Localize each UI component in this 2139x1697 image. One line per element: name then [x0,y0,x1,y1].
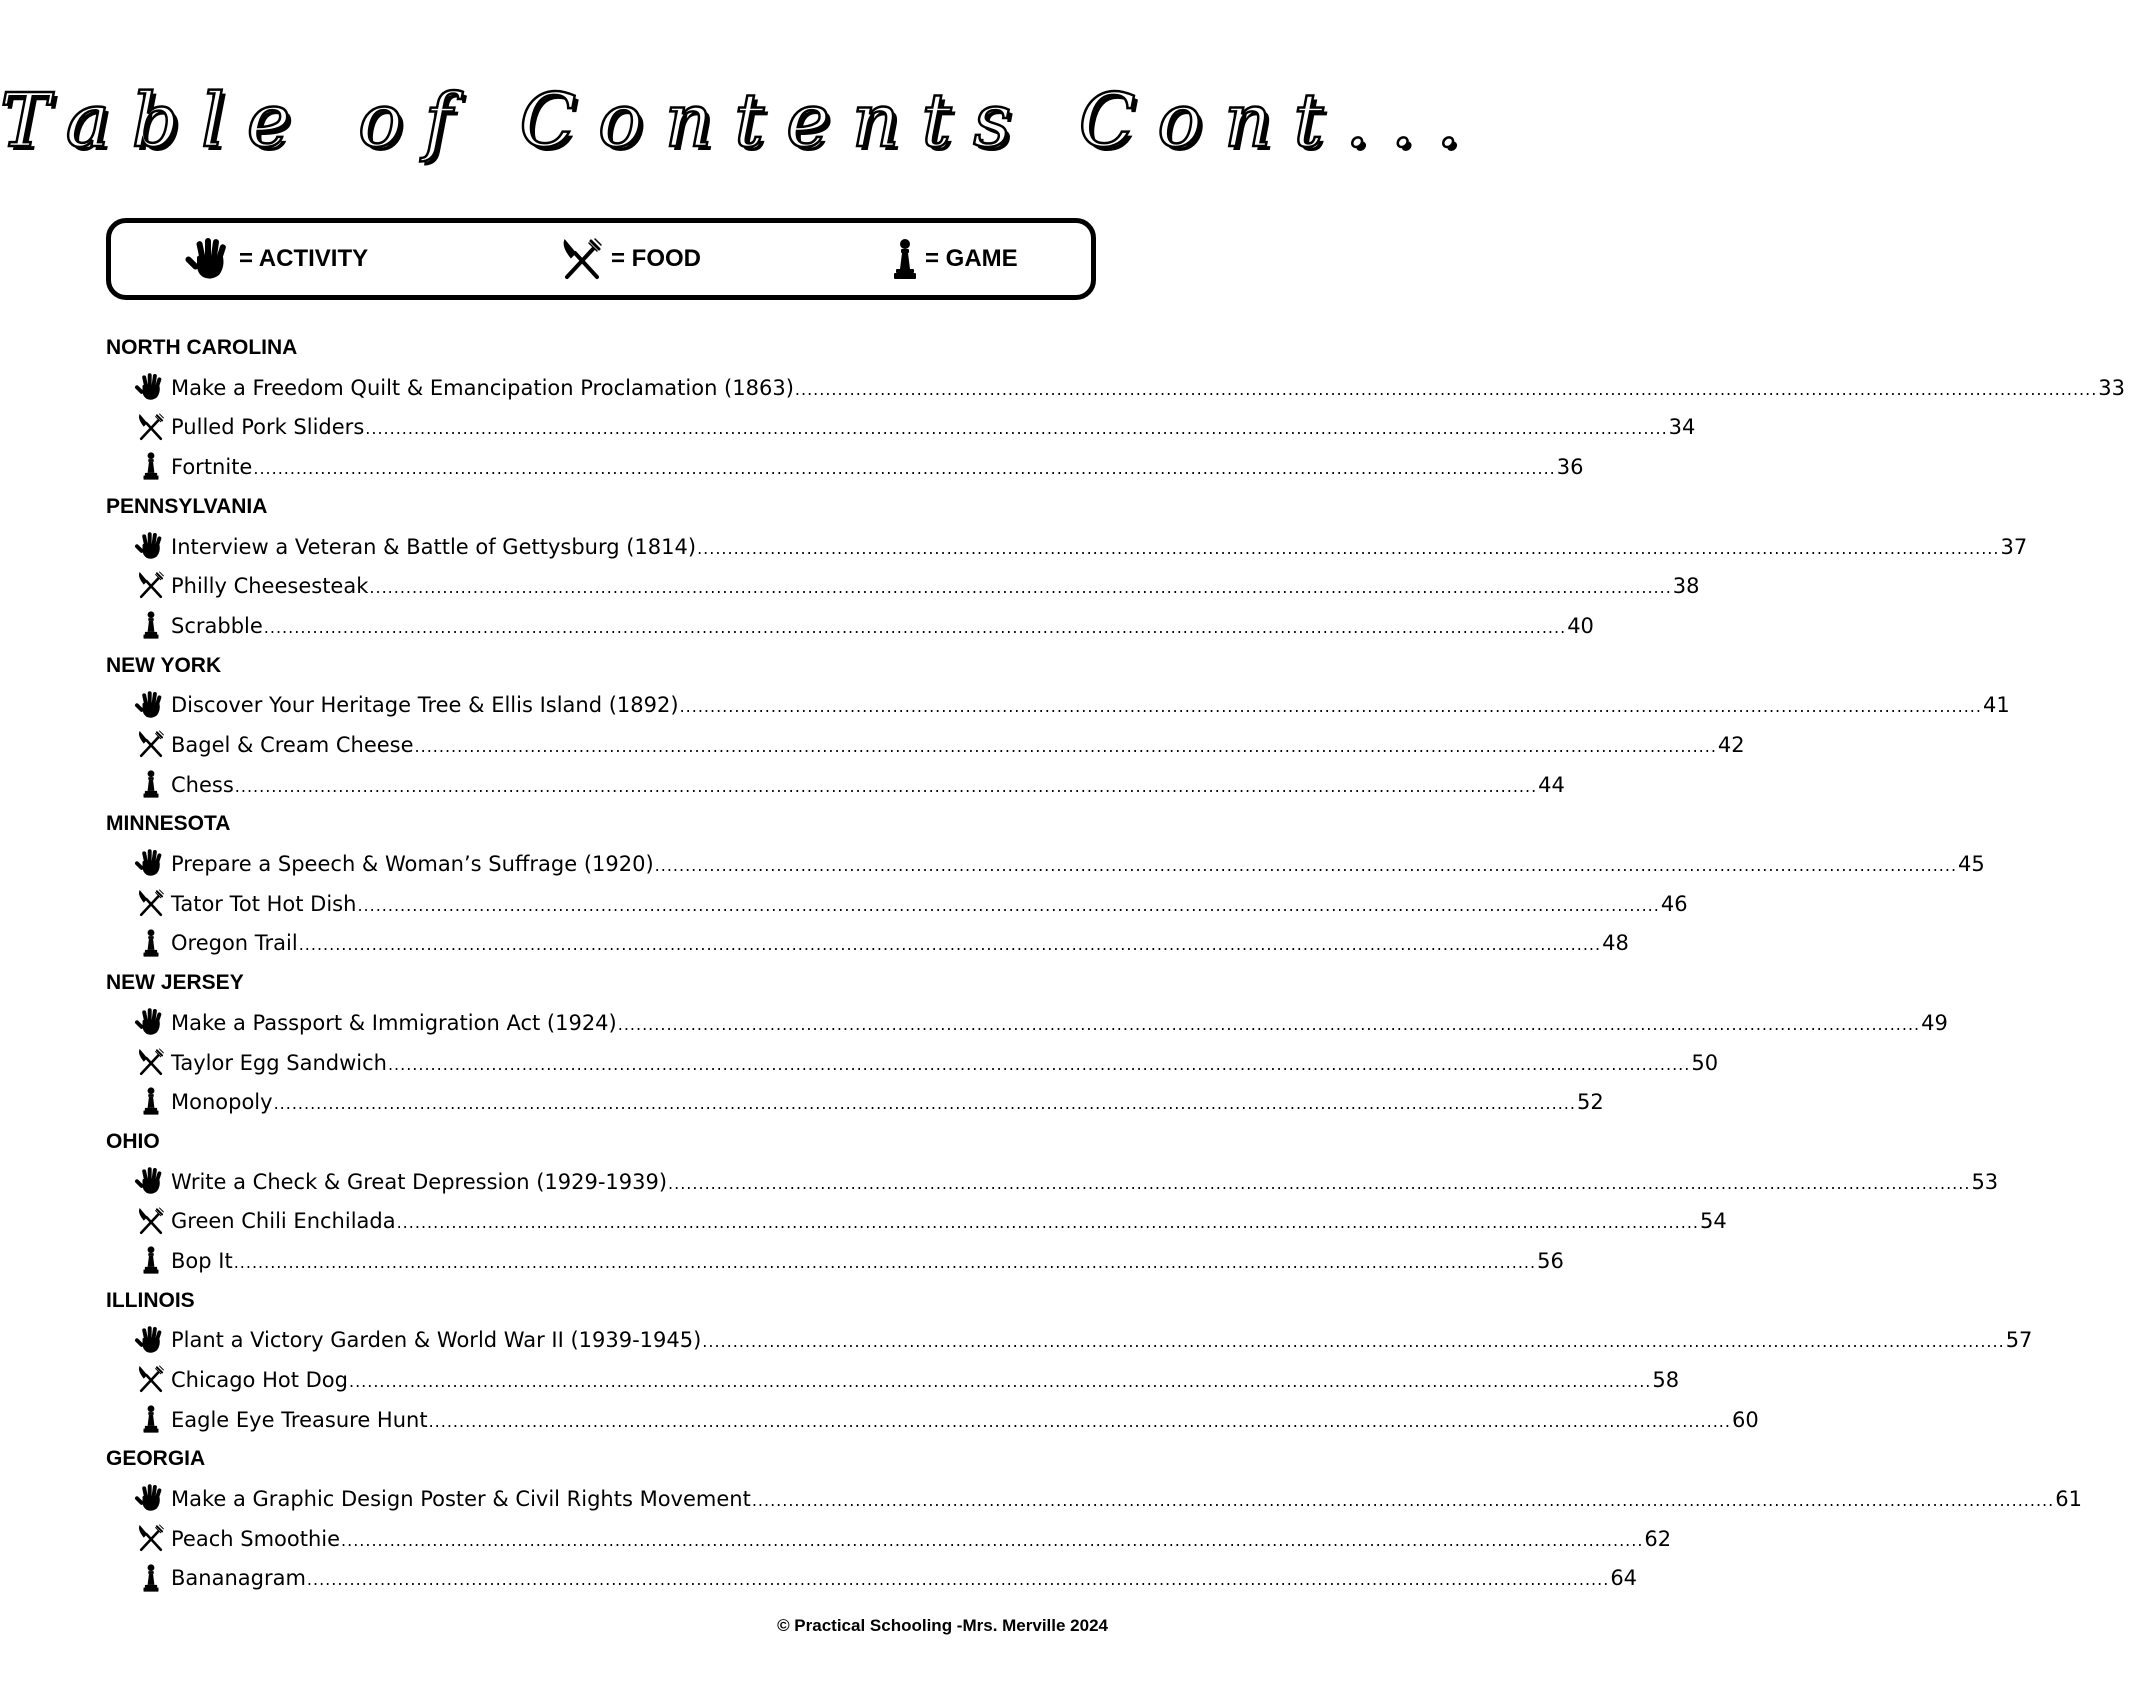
section-title: PENNSYLVANIA [106,494,268,518]
dot-leader [415,737,1717,756]
pawn-icon [891,237,919,281]
entry-page-number: 50 [1691,1050,1719,1075]
toc-entry [106,1202,1727,1242]
entry-page-number: 42 [1717,732,1745,757]
entry-label: Interview a Veteran & Battle of Gettysburg (1814) [171,534,697,559]
entry-label: Make a Graphic Design Poster & Civil Rights Movement [171,1487,751,1512]
dot-leader [697,539,1999,558]
dot-leader [357,896,1659,915]
pawn-icon [136,1245,166,1275]
toc-entry [106,566,1700,606]
entry-page-number: 61 [2055,1487,2082,1512]
dot-leader [264,618,1566,637]
toc-entry [106,408,1696,448]
entry-page-number: 33 [2098,375,2126,400]
entry-label: Bop It [171,1248,233,1273]
toc-entry [106,1321,2033,1361]
toc-entry [106,1360,1680,1400]
toc-entry [106,1241,1564,1281]
dot-leader [299,935,1601,954]
fork-knife-icon [136,1206,166,1236]
dot-leader [274,1094,1576,1113]
dot-leader [429,1412,1731,1431]
fork-knife-icon [136,412,166,442]
entry-page-number: 36 [1556,454,1584,479]
dot-leader [655,856,1957,875]
section-title: NEW YORK [106,653,222,677]
toc-entry [106,1043,1719,1083]
fork-knife-icon [136,1523,166,1553]
entry-page-number: 46 [1660,891,1688,916]
dot-leader [235,777,1537,796]
page-title: Table of Contents Cont... [0,78,1482,164]
dot-leader [680,697,1982,716]
fork-knife-icon [136,729,166,759]
entry-label: Chicago Hot Dog [171,1368,348,1393]
hand-icon [136,1483,166,1513]
toc-entry [106,844,1985,884]
entry-page-number: 58 [1652,1368,1680,1393]
dot-leader [349,1372,1651,1391]
dot-leader [369,578,1671,597]
toc-entry [106,527,2028,567]
legend-game [891,223,1018,295]
entry-label: Chess [171,772,234,797]
entry-label: Scrabble [171,613,263,638]
toc-entry [106,686,2010,726]
entry-label: Write a Check & Great Depression (1929-1939) [171,1169,668,1194]
toc-entry [106,1162,1999,1202]
toc-entry [106,884,1688,924]
entry-page-number: 37 [2000,534,2028,559]
entry-page-number: 62 [1644,1526,1672,1551]
entry-page-number: 56 [1537,1248,1564,1273]
dot-leader [307,1570,1609,1589]
section-title: GEORGIA [106,1447,206,1471]
entry-page-number: 53 [1971,1169,1999,1194]
legend-food [559,223,701,295]
hand-icon [136,372,166,402]
toc-entry [106,1003,1948,1043]
entry-label: Discover Your Heritage Tree & Ellis Island (1892) [171,693,679,718]
pawn-icon [136,610,166,640]
toc-entry [106,368,2126,408]
entry-page-number: 60 [1731,1407,1759,1432]
toc-entry [106,765,1565,805]
hand-icon [187,237,233,281]
dot-leader [795,380,2097,399]
section-title: ILLINOIS [106,1288,195,1312]
entry-label: Eagle Eye Treasure Hunt [171,1407,428,1432]
toc-entry [106,606,1594,646]
hand-icon [136,1007,166,1037]
entry-label: Peach Smoothie [171,1526,341,1551]
legend-activity-label: = ACTIVITY [239,245,369,272]
legend-game-label: = GAME [925,245,1018,272]
fork-knife-icon [136,1047,166,1077]
entry-label: Bananagram [171,1566,306,1591]
dot-leader [253,459,1555,478]
copyright-footer: © Practical Schooling -Mrs. Merville 2024 [777,1616,1108,1635]
dot-leader [397,1213,1699,1232]
entry-page-number: 44 [1538,772,1565,797]
hand-icon [136,531,166,561]
dot-leader [752,1491,2054,1510]
entry-label: Make a Passport & Immigration Act (1924) [171,1010,617,1035]
toc-entry [106,725,1745,765]
entry-label: Fortnite [171,454,253,479]
toc-entry [106,447,1584,487]
entry-page-number: 49 [1921,1010,1948,1035]
section-title: NORTH CAROLINA [106,336,298,359]
fork-knife-icon [136,570,166,600]
dot-leader [234,1253,1536,1272]
pawn-icon [136,1563,166,1593]
hand-icon [136,1325,166,1355]
entry-page-number: 48 [1602,931,1629,956]
entry-label: Pulled Pork Sliders [171,415,365,440]
toc-entry [106,1082,1604,1122]
toc-entry [106,1519,1672,1559]
entry-label: Monopoly [171,1090,273,1115]
hand-icon [136,848,166,878]
entry-label: Plant a Victory Garden & World War II (1939-1945) [171,1328,702,1353]
dot-leader [668,1174,1970,1193]
table-of-contents [106,328,2126,1598]
dot-leader [365,419,1667,438]
pawn-icon [136,1086,166,1116]
dot-leader [702,1332,2004,1351]
entry-label: Oregon Trail [171,931,298,956]
entry-page-number: 38 [1672,574,1700,599]
entry-page-number: 45 [1958,852,1985,877]
hand-icon [136,1166,166,1196]
entry-page-number: 34 [1668,415,1696,440]
fork-knife-icon [136,1364,166,1394]
section-title: MINNESOTA [106,812,231,836]
entry-page-number: 57 [2005,1328,2033,1353]
entry-label: Green Chili Enchilada [171,1209,396,1234]
section-title: OHIO [106,1129,160,1153]
entry-label: Prepare a Speech & Woman’s Suffrage (1920) [171,852,654,877]
pawn-icon [136,1404,166,1434]
entry-page-number: 41 [1982,693,2010,718]
entry-label: Bagel & Cream Cheese [171,732,414,757]
toc-entry [106,1400,1759,1440]
legend-activity [187,223,368,295]
pawn-icon [136,451,166,481]
entry-label: Make a Freedom Quilt & Emancipation Proclamation (1863) [171,375,794,400]
pawn-icon [136,928,166,958]
legend-food-label: = FOOD [611,245,702,272]
pawn-icon [136,769,166,799]
entry-page-number: 40 [1567,613,1594,638]
toc-entry [106,924,1629,964]
entry-page-number: 54 [1699,1209,1727,1234]
toc-entry [106,1479,2082,1519]
dot-leader [618,1015,1920,1034]
dot-leader [388,1055,1690,1074]
dot-leader [341,1531,1643,1550]
icon-legend [106,218,1096,300]
toc-entry [106,1559,1638,1599]
fork-knife-icon [136,888,166,918]
entry-label: Taylor Egg Sandwich [171,1050,387,1075]
entry-page-number: 64 [1610,1566,1638,1591]
section-title: NEW JERSEY [106,971,244,995]
entry-page-number: 52 [1576,1090,1604,1115]
hand-icon [136,690,166,720]
fork-knife-icon [559,237,605,281]
entry-label: Tator Tot Hot Dish [171,891,357,916]
entry-label: Philly Cheesesteak [171,574,369,599]
